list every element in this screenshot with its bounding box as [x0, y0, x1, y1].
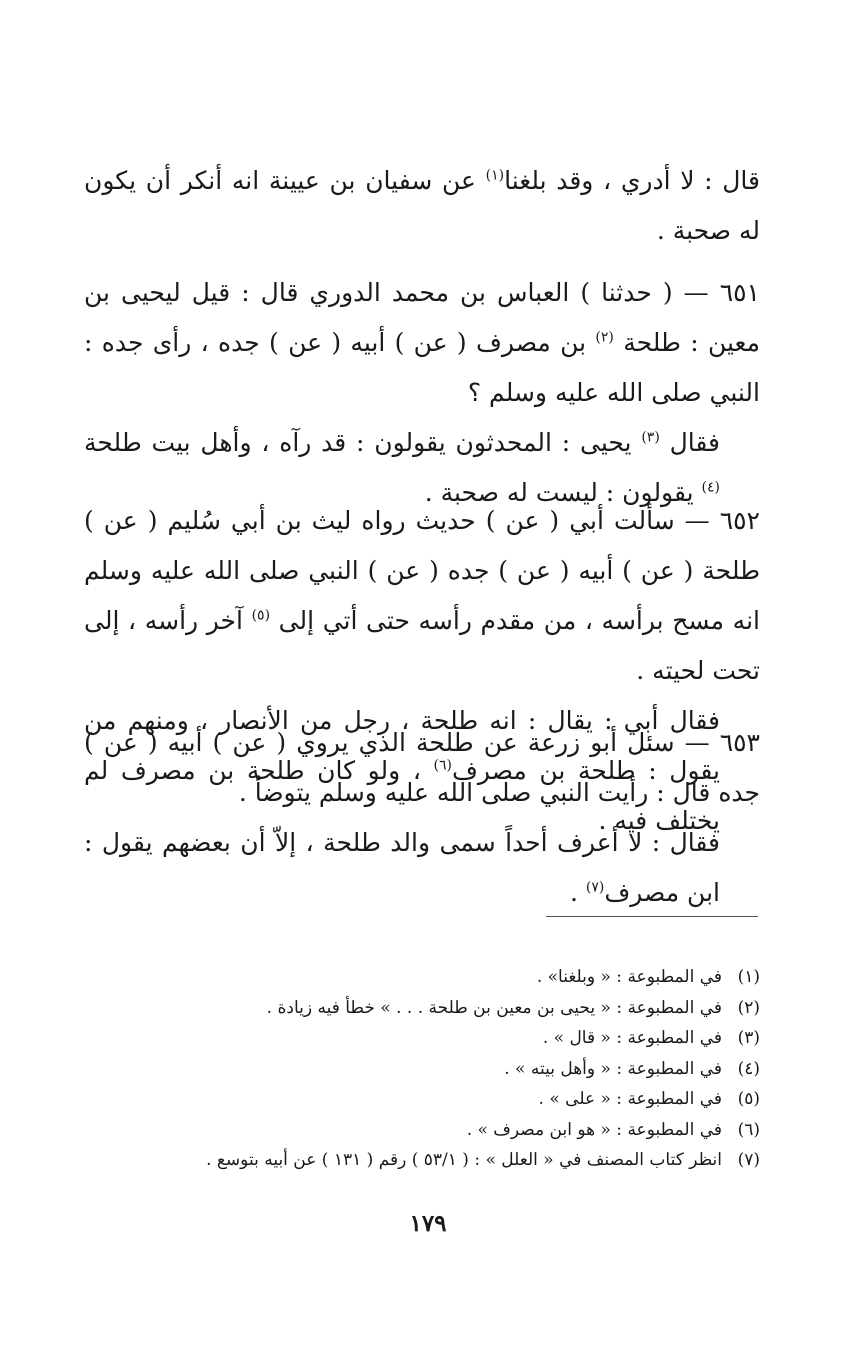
footnote-ref[interactable]: (٣): [641, 429, 660, 446]
text-run: بن مصرف ( عن ) أبيه ( عن ) جده ، رأى جده : النبي صلى الله عليه وسلم ؟: [84, 328, 760, 407]
paragraph: ٦٥٣ — سئل أبو زرعة عن طلحة الذي يروي ( عن ) أبيه ( عن ) جده قال : رأيت النبي صلى الله عليه وسلم يتوضأ .: [84, 728, 760, 807]
footnote-item: [150, 1054, 760, 1085]
paragraph: [84, 496, 760, 696]
footnote-item: [150, 1084, 760, 1115]
footnote-item: [150, 1145, 760, 1176]
footnote-item: [150, 1115, 760, 1146]
footnote-ref[interactable]: (٢): [595, 329, 614, 346]
entry-651: [84, 268, 760, 518]
footnote-item: [150, 993, 760, 1024]
text-run: عن سفيان بن عيينة انه أنكر أن يكون له صحبة .: [84, 166, 760, 245]
paragraph: [84, 818, 760, 918]
footnote-ref[interactable]: (١): [485, 167, 505, 184]
footnote-number: (٦): [737, 1119, 760, 1140]
footnote-text: في المطبوعة : « وأهل بيته » .: [504, 1058, 722, 1079]
footnote-number: (٢): [737, 997, 760, 1018]
page-number: ١٧٩: [409, 1210, 447, 1237]
footnote-text: في المطبوعة : « هو ابن مصرف » .: [466, 1119, 722, 1140]
entry-653: [84, 718, 760, 918]
footnote-divider: [546, 916, 758, 917]
text-run: قال : لا أدري ، وقد بلغنا: [504, 166, 760, 195]
footnote-number: (٧): [737, 1150, 760, 1170]
footnote-number: (٤): [737, 1058, 760, 1079]
text-run: .: [569, 878, 586, 907]
text-run: آخر رأسه ، إلى تحت لحيته .: [84, 606, 760, 685]
footnote-number: (١): [737, 967, 760, 987]
footnote-ref[interactable]: (٥): [251, 607, 271, 624]
footnote-number: (٥): [737, 1089, 760, 1109]
text-block-opening: [84, 156, 760, 256]
footnote-item: [150, 1023, 760, 1054]
footnote-text: في المطبوعة : « يحيى بن معين بن طلحة . . . » خطأ فيه زيادة .: [266, 997, 722, 1018]
text-run: يحيى : المحدثون يقولون : قد رآه ، وأهل بيت طلحة: [84, 428, 642, 457]
paragraph: [84, 268, 760, 418]
text-run: فقال : لا أعرف أحداً سمى والد طلحة ، إلاّ أن بعضهم يقول : ابن مصرف: [84, 828, 720, 907]
text-run: فقال: [659, 428, 720, 457]
footnote-ref[interactable]: (٤): [701, 479, 720, 496]
footnote-text: انظر كتاب المصنف في « العلل » : ( ٥٣/١ ) رقم ( ١٣١ ) عن أبيه بتوسع .: [206, 1150, 722, 1170]
footnote-text: في المطبوعة : « وبلغنا» .: [536, 967, 722, 987]
footnote-text: في المطبوعة : « قال » .: [542, 1028, 722, 1048]
footnote-ref[interactable]: (٦): [433, 757, 452, 774]
text-run: ٦٥٢ — سألت أبي ( عن ) حديث رواه ليث بن أبي سُليم ( عن ) طلحة ( عن ) أبيه ( عن ) جده ( عن ) النبي صلى الله عليه وسلم انه مسح برأسه ، من مقدم رأسه حتى أتي إلى: [84, 506, 760, 635]
footnote-number: (٣): [737, 1028, 760, 1048]
footnotes: [150, 962, 760, 1176]
footnote-text: في المطبوعة : « على » .: [538, 1089, 722, 1109]
footnote-item: [150, 962, 760, 993]
paragraph: [84, 156, 760, 256]
text-run: يقولون : ليست له صحبة .: [424, 478, 702, 507]
text-run: ، ولو كان طلحة بن مصرف لم يختلف فيه .: [84, 756, 720, 835]
footnote-ref[interactable]: (٧): [585, 879, 605, 896]
text-run: ٦٥١ — ( حدثنا ) العباس بن محمد الدوري قال : قيل ليحيى بن معين : طلحة: [84, 278, 760, 357]
text-run: فقال أبي : يقال : انه طلحة ، رجل من الأنصار ، ومنهم من يقول : طلحة بن مصرف: [84, 706, 720, 785]
